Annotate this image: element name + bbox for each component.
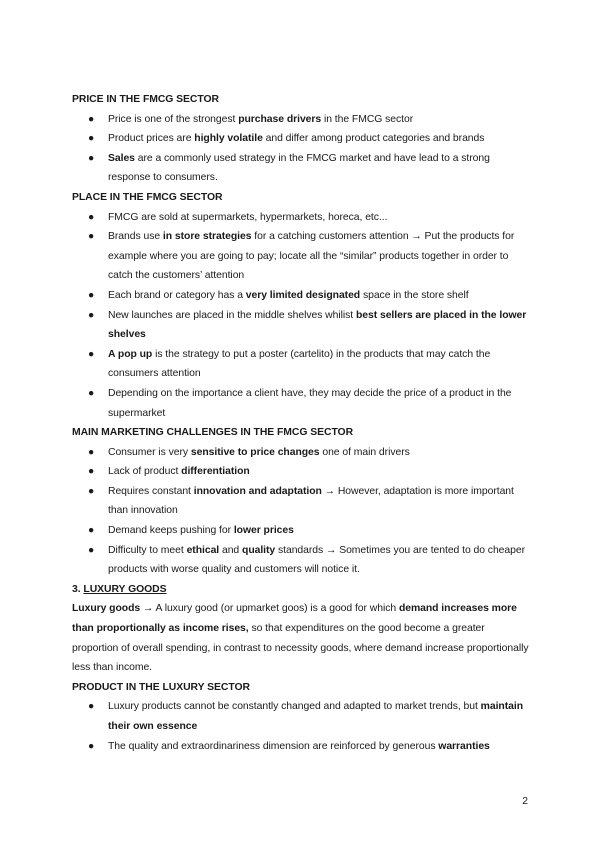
bullet-icon: ● (88, 740, 95, 752)
list-item: ● Price is one of the strongest purchase drivers in the FMCG sector (72, 110, 532, 130)
list-item: ● Demand keeps pushing for lower prices (72, 521, 532, 541)
list-item: ● Each brand or category has a very limited designated space in the store shelf (72, 286, 532, 306)
bullet-list-place (72, 208, 532, 424)
section-heading-luxury: 3. LUXURY GOODS (72, 583, 167, 595)
section-heading-price: PRICE IN THE FMCG SECTOR (72, 94, 219, 105)
bullet-icon: ● (88, 544, 95, 556)
list-item: ● Consumer is very sensitive to price changes one of main drivers (72, 443, 532, 463)
bullet-icon: ● (88, 466, 95, 478)
bullet-list-product (72, 697, 532, 756)
section-heading-place: PLACE IN THE FMCG SECTOR (72, 191, 223, 203)
bullet-icon: ● (88, 701, 95, 713)
luxury-definition-paragraph: Luxury goods → A luxury good (or upmarket goos) is a good for which demand increases more than proportionally as income rises, so that expenditures on the good become a greater proportion of overall spending, in contrast to necessity goods, where demand increase proportionally less than income. (72, 603, 529, 674)
bullet-icon: ● (88, 348, 95, 360)
bullet-icon: ● (88, 309, 95, 321)
bullet-icon: ● (88, 387, 95, 399)
bullet-icon: ● (88, 231, 95, 243)
page-number: 2 (522, 796, 528, 807)
bullet-icon: ● (88, 525, 95, 537)
bullet-icon: ● (88, 446, 95, 458)
list-item: ● Requires constant innovation and adaptation → However, adaptation is more important than innovation (72, 482, 532, 521)
list-item: ● Sales are a commonly used strategy in the FMCG market and have lead to a strong response to consumers. (72, 149, 532, 188)
bullet-icon: ● (88, 211, 95, 223)
list-item: ● The quality and extraordinariness dimension are reinforced by generous warranties (72, 737, 532, 757)
bullet-list-challenges (72, 443, 532, 580)
bullet-icon: ● (88, 113, 95, 125)
list-item: ● Difficulty to meet ethical and quality standards → Sometimes you are tented to do cheaper products with worse quality and customers will notice it. (72, 541, 532, 580)
list-item: ● Product prices are highly volatile and differ among product categories and brands (72, 129, 532, 149)
section-heading-challenges: MAIN MARKETING CHALLENGES IN THE FMCG SECTOR (72, 427, 354, 439)
bullet-icon: ● (88, 133, 95, 145)
list-item: ● Depending on the importance a client have, they may decide the price of a product in the supermarket (72, 384, 532, 423)
bullet-icon: ● (88, 289, 95, 301)
list-item: ● Lack of product differentiation (72, 462, 532, 482)
list-item: ● FMCG are sold at supermarkets, hypermarkets, horeca, etc... (72, 208, 532, 228)
section-heading-product: PRODUCT IN THE LUXURY SECTOR (72, 681, 250, 693)
bullet-icon: ● (88, 152, 95, 164)
bullet-list-price (72, 110, 532, 188)
bullet-icon: ● (88, 485, 95, 497)
list-item: ● Brands use in store strategies for a catching customers attention → Put the products for example where you are going to pay; locate all the “similar” products together in order to catch the customers’ attention (72, 227, 532, 286)
document-page (72, 90, 532, 756)
list-item: ● Luxury products cannot be constantly changed and adapted to market trends, but maintain their own essence (72, 697, 532, 736)
list-item: ● New launches are placed in the middle shelves whilist best sellers are placed in the lower shelves (72, 306, 532, 345)
list-item: ● A pop up is the strategy to put a poster (cartelito) in the products that may catch the consumers attention (72, 345, 532, 384)
